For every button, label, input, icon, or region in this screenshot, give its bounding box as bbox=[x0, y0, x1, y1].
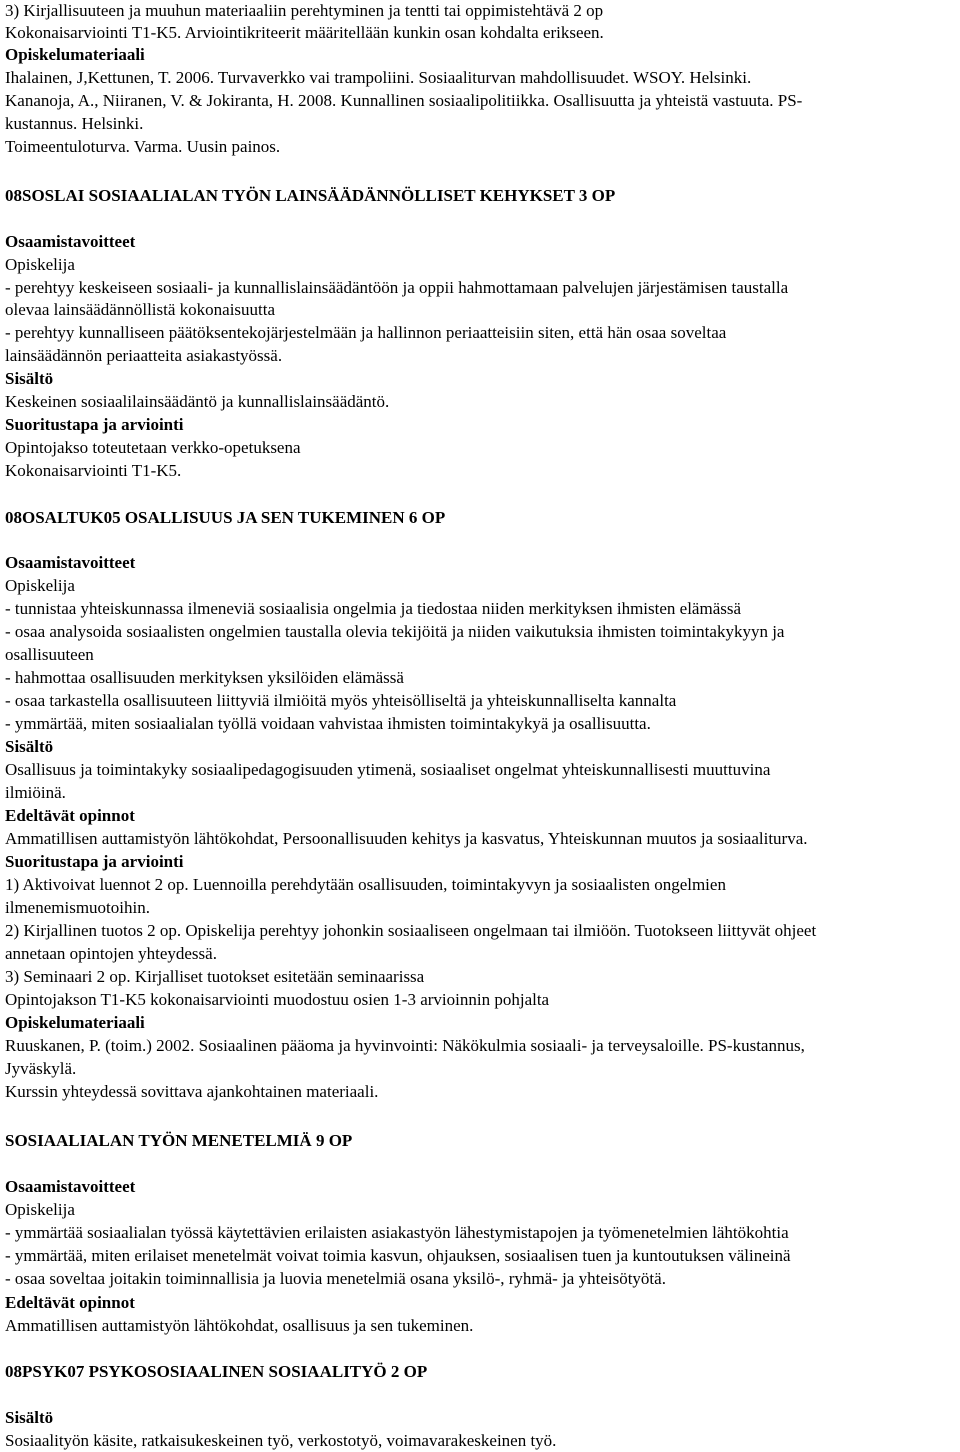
text-line: Opiskelija bbox=[5, 255, 75, 274]
text-line: - ymmärtää, miten sosiaalialan työllä voidaan vahvistaa ihmisten toimintakykyä ja osallisuutta. bbox=[5, 714, 651, 733]
course-heading: SOSIAALIALAN TYÖN MENETELMIÄ 9 OP bbox=[5, 1131, 353, 1150]
text-line: osallisuuteen bbox=[5, 645, 94, 664]
text-line: - ymmärtää sosiaalialan työssä käytettävien erilaisten asiakastyön lähestymistapojen ja työmenetelmien lähtökohtia bbox=[5, 1223, 789, 1242]
course-heading: 08OSALTUK05 OSALLISUUS JA SEN TUKEMINEN 6 OP bbox=[5, 508, 446, 527]
text-line: Keskeinen sosiaalilainsäädäntö ja kunnallislainsäädäntö. bbox=[5, 392, 390, 411]
section-label: Suoritustapa ja arviointi bbox=[5, 415, 184, 434]
text-line: Ammatillisen auttamistyön lähtökohdat, Persoonallisuuden kehitys ja kasvatus, Yhteiskunnan muutos ja sosiaaliturva. bbox=[5, 829, 808, 848]
text-line: - osaa soveltaa joitakin toiminnallisia ja luovia menetelmiä osana yksilö-, ryhmä- ja yhteisötyötä. bbox=[5, 1269, 666, 1288]
text-line: - perehtyy kunnalliseen päätöksentekojärjestelmään ja hallinnon periaatteisiin siten, että hän osaa soveltaa bbox=[5, 323, 727, 342]
text-line: 1) Aktivoivat luennot 2 op. Luennoilla perehdytään osallisuuden, toimintakyvyn ja sosiaalisten ongelmien bbox=[5, 875, 726, 894]
reference-line: Toimeentuloturva. Varma. Uusin painos. bbox=[5, 137, 281, 156]
reference-line: Ruuskanen, P. (toim.) 2002. Sosiaalinen pääoma ja hyvinvointi: Näkökulmia sosiaali- ja terveysaloille. PS-kustannus, bbox=[5, 1036, 805, 1055]
text-line: Ammatillisen auttamistyön lähtökohdat, osallisuus ja sen tukeminen. bbox=[5, 1316, 474, 1335]
text-line: 3) Seminaari 2 op. Kirjalliset tuotokset esitetään seminaarissa bbox=[5, 967, 425, 986]
text-line: annetaan opintojen yhteydessä. bbox=[5, 944, 217, 963]
text-line: Osallisuus ja toimintakyky sosiaalipedagogisuuden ytimenä, sosiaaliset ongelmat yhteiskunnallisesti muuttuvina bbox=[5, 760, 771, 779]
text-line: lainsäädännön periaatteita asiakastyössä. bbox=[5, 346, 283, 365]
reference-line: kustannus. Helsinki. bbox=[5, 114, 144, 133]
reference-line: Kananoja, A., Niiranen, V. & Jokiranta, H. 2008. Kunnallinen sosiaalipolitiikka. Osallisuutta ja yhteistä vastuuta. PS- bbox=[5, 91, 803, 110]
text-line: Kokonaisarviointi T1-K5. Arviointikriteerit määritellään kunkin osan kohdalta erikseen. bbox=[5, 23, 604, 42]
text-line: Sosiaalityön käsite, ratkaisukeskeinen työ, verkostotyö, voimavarakeskeinen työ. bbox=[5, 1431, 557, 1450]
text-line: - perehtyy keskeiseen sosiaali- ja kunnallislainsäädäntöön ja oppii hahmottamaan palvelujen järjestämisen taustalla bbox=[5, 278, 789, 297]
section-label: Osaamistavoitteet bbox=[5, 232, 136, 251]
text-line: - ymmärtää, miten erilaiset menetelmät voivat toimia kasvun, ohjauksen, sosiaalisen tuen ja kuntoutuksen välineinä bbox=[5, 1246, 791, 1265]
text-line: Kokonaisarviointi T1-K5. bbox=[5, 461, 182, 480]
text-line: - hahmottaa osallisuuden merkityksen yksilöiden elämässä bbox=[5, 668, 404, 687]
course-heading: 08PSYK07 PSYKOSOSIAALINEN SOSIAALITYÖ 2 OP bbox=[5, 1362, 428, 1381]
text-line: olevaa lainsäädännöllistä kokonaisuutta bbox=[5, 300, 276, 319]
section-label: Opiskelumateriaali bbox=[5, 1013, 145, 1032]
section-label: Edeltävät opinnot bbox=[5, 1293, 135, 1312]
text-line: - osaa analysoida sosiaalisten ongelmien taustalla olevia tekijöitä ja niiden vaikutuksia ihmisten toimintakykyyn ja bbox=[5, 622, 785, 641]
text-line: 3) Kirjallisuuteen ja muuhun materiaaliin perehtyminen ja tentti tai oppimistehtävä 2 op bbox=[5, 1, 604, 20]
text-line: ilmenemismuotoihin. bbox=[5, 898, 150, 917]
text-line: - tunnistaa yhteiskunnassa ilmeneviä sosiaalisia ongelmia ja tiedostaa niiden merkityksen ihmisten elämässä bbox=[5, 599, 742, 618]
reference-line: Jyväskylä. bbox=[5, 1059, 77, 1078]
section-label: Edeltävät opinnot bbox=[5, 806, 135, 825]
section-label: Osaamistavoitteet bbox=[5, 553, 136, 572]
text-line: - osaa tarkastella osallisuuteen liittyviä ilmiöitä myös yhteisölliseltä ja yhteiskunnalliselta kannalta bbox=[5, 691, 677, 710]
text-line: 2) Kirjallinen tuotos 2 op. Opiskelija perehtyy johonkin sosiaaliseen ongelmaan tai ilmiöön. Tuotokseen liittyvät ohjeet bbox=[5, 921, 817, 940]
text-line: Opintojakso toteutetaan verkko-opetuksena bbox=[5, 438, 301, 457]
section-label: Sisältö bbox=[5, 737, 54, 756]
text-line: Opiskelija bbox=[5, 576, 75, 595]
section-label: Sisältö bbox=[5, 1408, 54, 1427]
text-line: Opiskelija bbox=[5, 1200, 75, 1219]
text-line: Opintojakson T1-K5 kokonaisarviointi muodostuu osien 1-3 arvioinnin pohjalta bbox=[5, 990, 550, 1009]
reference-line: Ihalainen, J,Kettunen, T. 2006. Turvaverkko vai trampoliini. Sosiaaliturvan mahdollisuudet. WSOY. Helsinki. bbox=[5, 68, 752, 87]
section-label: Suoritustapa ja arviointi bbox=[5, 852, 184, 871]
section-label: Opiskelumateriaali bbox=[5, 45, 145, 64]
text-line: ilmiöinä. bbox=[5, 783, 66, 802]
section-label: Sisältö bbox=[5, 369, 54, 388]
text-line: Kurssin yhteydessä sovittava ajankohtainen materiaali. bbox=[5, 1082, 379, 1101]
course-heading: 08SOSLAI SOSIAALIALAN TYÖN LAINSÄÄDÄNNÖLLISET KEHYKSET 3 OP bbox=[5, 186, 616, 205]
section-label: Osaamistavoitteet bbox=[5, 1177, 136, 1196]
